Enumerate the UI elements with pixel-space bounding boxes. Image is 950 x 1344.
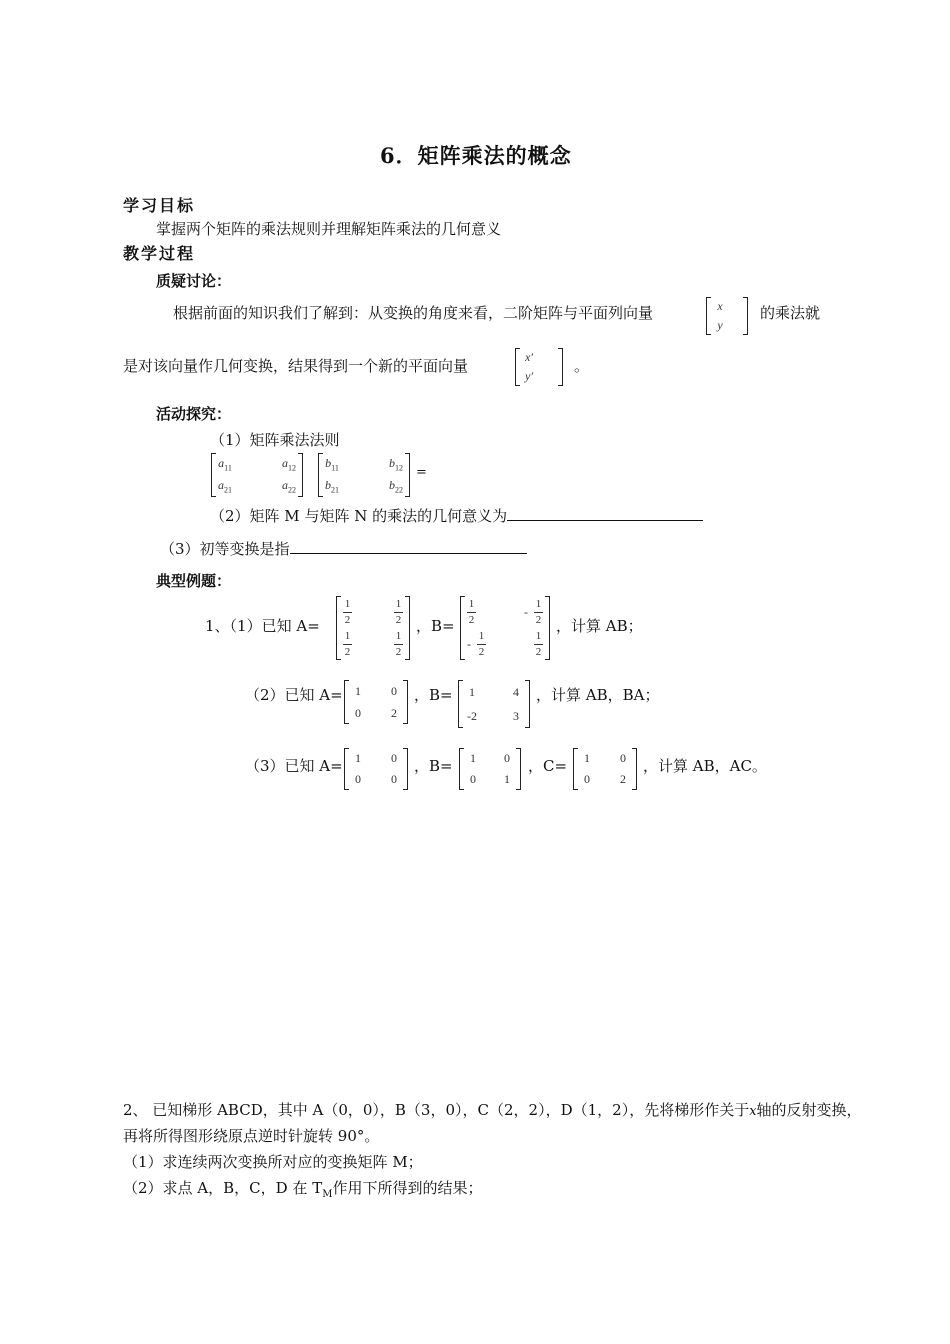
problem2-question2 bbox=[123, 1177, 482, 1200]
example3-prefix: （3）已知 A= bbox=[245, 757, 343, 775]
e1a-22: $\frac{1}{2}$ bbox=[395, 629, 402, 658]
b22: $b_{22}$ bbox=[389, 477, 403, 495]
example1-mid: ，B= bbox=[416, 617, 455, 635]
question-3-text: （3）初等变换是指 bbox=[160, 540, 290, 558]
e3b-11: 1 bbox=[470, 751, 476, 765]
page-title: 6．矩阵乘法的概念 bbox=[380, 143, 572, 168]
e1b-21: - $\frac{1}{2}$ bbox=[467, 629, 485, 658]
matrix-b bbox=[318, 453, 410, 497]
e2b-12: 4 bbox=[513, 684, 519, 699]
discussion-para1-end: 的乘法就 bbox=[760, 304, 821, 322]
problem2-line1 bbox=[123, 1099, 862, 1120]
e2a-21: 0 bbox=[355, 705, 361, 720]
goal-heading: 学习目标 bbox=[123, 196, 196, 215]
problem2-line1-b: 轴的反射变换， bbox=[756, 1101, 862, 1119]
e1b-11: $\frac{1}{2}$ bbox=[468, 597, 475, 626]
example3-matrix-b bbox=[459, 748, 521, 790]
example2-mid: ，B= bbox=[414, 686, 453, 704]
problem2-line1-a: 2、 已知梯形 ABCD，其中 A（0，0），B（3，0），C（2，2），D（1，2），先将梯形作关于 bbox=[123, 1101, 750, 1119]
x-axis-symbol: x bbox=[749, 1104, 757, 1119]
problem2-q2-a: （2）求点 A，B，C，D 在 T bbox=[123, 1179, 323, 1197]
discussion-para1: 根据前面的知识我们了解到：从变换的角度来看，二阶矩阵与平面列向量 bbox=[173, 304, 654, 322]
b11: $b_{11}$ bbox=[325, 455, 339, 473]
matrix-a bbox=[211, 453, 303, 497]
equals-sign: = bbox=[416, 465, 427, 480]
activity-heading: 活动探究： bbox=[156, 405, 232, 423]
b21: $b_{21}$ bbox=[325, 477, 339, 495]
problem2-question1: （1）求连续两次变换所对应的变换矩阵 M； bbox=[123, 1153, 423, 1171]
example2-prefix: （2）已知 A= bbox=[245, 686, 343, 704]
vec-y-prime: y′ bbox=[525, 369, 533, 383]
e1a-12: $\frac{1}{2}$ bbox=[395, 597, 402, 626]
e1a-11: $\frac{1}{2}$ bbox=[344, 597, 351, 626]
e2a-22: 2 bbox=[391, 705, 397, 720]
goal-text: 掌握两个矩阵的乘法规则并理解矩阵乘法的几何意义 bbox=[156, 220, 502, 238]
problem2-line2: 再将所得图形绕原点逆时针旋转 90°。 bbox=[123, 1127, 380, 1145]
example3-suffix: ，计算 AB，AC。 bbox=[643, 757, 767, 775]
example2-suffix: ，计算 AB，BA； bbox=[536, 686, 660, 704]
example1-prefix: 1、（1）已知 A= bbox=[205, 617, 320, 635]
discussion-heading: 质疑讨论： bbox=[156, 272, 232, 290]
e2b-21: -2 bbox=[467, 708, 477, 723]
example1-matrix-b bbox=[460, 596, 550, 660]
a11: $a_{11}$ bbox=[218, 455, 232, 473]
e3c-22: 2 bbox=[620, 772, 626, 786]
transform-subscript: M bbox=[322, 1189, 333, 1200]
a12: $a_{12}$ bbox=[282, 455, 296, 473]
answer-blank-3[interactable] bbox=[290, 538, 527, 554]
example3-matrix-a bbox=[344, 748, 408, 790]
a21: $a_{21}$ bbox=[218, 477, 232, 495]
e3a-22: 0 bbox=[391, 772, 397, 786]
e3a-12: 0 bbox=[391, 751, 397, 765]
e3b-21: 0 bbox=[470, 772, 476, 786]
example3-mid1: ，B= bbox=[414, 757, 453, 775]
example2-matrix-a bbox=[344, 680, 408, 724]
discussion-para2-end: 。 bbox=[574, 357, 590, 375]
e1b-22: $\frac{1}{2}$ bbox=[535, 629, 542, 658]
e3c-11: 1 bbox=[584, 751, 590, 765]
e3b-22: 1 bbox=[504, 772, 510, 786]
examples-heading: 典型例题： bbox=[156, 572, 232, 590]
e1b-12: - $\frac{1}{2}$ bbox=[524, 597, 542, 626]
discussion-para2: 是对该向量作几何变换，结果得到一个新的平面向量 bbox=[123, 357, 469, 375]
e1a-21: $\frac{1}{2}$ bbox=[344, 629, 351, 658]
problem2-q2-b: 作用下所得到的结果； bbox=[332, 1179, 483, 1197]
e3a-21: 0 bbox=[355, 772, 361, 786]
example2-matrix-b bbox=[458, 680, 530, 728]
vec-x: x bbox=[717, 299, 723, 313]
vec-y: y bbox=[717, 318, 723, 332]
e2a-11: 1 bbox=[355, 683, 361, 698]
e3c-21: 0 bbox=[584, 772, 590, 786]
question-elementary-transform bbox=[160, 538, 527, 559]
vector-xy bbox=[706, 297, 748, 335]
example3-matrix-c bbox=[573, 748, 637, 790]
question-geometric-meaning bbox=[210, 505, 703, 526]
example3-mid2: ，C= bbox=[528, 757, 568, 775]
answer-blank-2[interactable] bbox=[507, 505, 703, 521]
e3b-12: 0 bbox=[504, 751, 510, 765]
vector-xy-prime bbox=[515, 348, 563, 386]
e2a-12: 0 bbox=[391, 683, 397, 698]
a22: $a_{22}$ bbox=[282, 477, 296, 495]
question-2-text: （2）矩阵 M 与矩阵 N 的乘法的几何意义为 bbox=[210, 507, 508, 525]
vec-x-prime: x′ bbox=[525, 350, 533, 364]
example1-suffix: ，计算 AB； bbox=[556, 617, 643, 635]
e2b-22: 3 bbox=[513, 708, 519, 723]
example1-matrix-a bbox=[336, 596, 410, 660]
multiplication-rule: （1）矩阵乘法法则 bbox=[210, 431, 340, 449]
e3a-11: 1 bbox=[355, 751, 361, 765]
e2b-11: 1 bbox=[469, 684, 475, 699]
e3c-12: 0 bbox=[620, 751, 626, 765]
b12: $b_{12}$ bbox=[389, 455, 403, 473]
process-heading: 教学过程 bbox=[123, 244, 196, 263]
